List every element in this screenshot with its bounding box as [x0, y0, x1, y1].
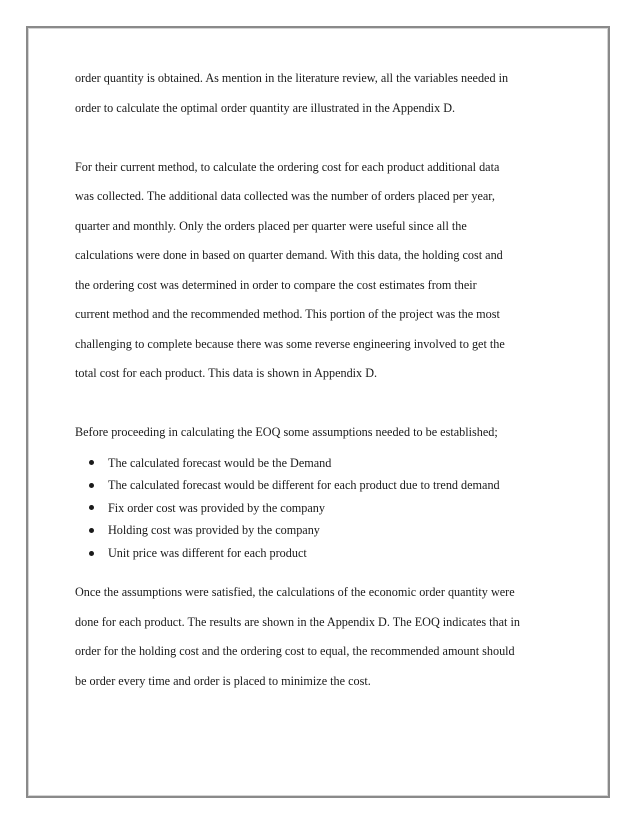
- list-item: [89, 519, 575, 542]
- text-line: order quantity is obtained. As mention in the literature review, all the variables needed in: [75, 71, 509, 85]
- paragraph-eoq-results: [75, 578, 575, 696]
- text-line: be order every time and order is placed to minimize the cost.: [75, 673, 371, 688]
- text-line: quarter and monthly. Only the orders placed per quarter were useful since all the: [75, 218, 467, 233]
- bullet-icon: [89, 505, 94, 510]
- text-line: done for each product. The results are shown in the Appendix D. The EOQ indicates that in: [75, 614, 520, 629]
- text-line: Before proceeding in calculating the EOQ some assumptions needed to be established;: [75, 425, 498, 439]
- list-item: [89, 452, 575, 475]
- text-line: total cost for each product. This data is shown in Appendix D.: [75, 366, 378, 380]
- list-item: [89, 497, 575, 520]
- text-line: current method and the recommended method. This portion of the project was the most: [75, 307, 500, 321]
- text-line: order for the holding cost and the ordering cost to equal, the recommended amount should: [75, 644, 515, 659]
- list-item-text: The calculated forecast would be the Demand: [108, 455, 332, 470]
- text-line: order to calculate the optimal order quantity are illustrated in the Appendix D.: [75, 100, 456, 115]
- paragraph-eoq-intro: [75, 64, 575, 123]
- bullet-icon: [89, 460, 94, 465]
- paragraph-assumptions-intro: [75, 418, 575, 448]
- paragraph-current-method: [75, 153, 575, 389]
- list-item: [89, 474, 575, 497]
- document-body: [75, 64, 575, 726]
- text-line: For their current method, to calculate the ordering cost for each product additional data: [75, 159, 500, 174]
- text-line: calculations were done in based on quarter demand. With this data, the holding cost and: [75, 248, 503, 262]
- bullet-icon: [89, 483, 94, 488]
- bullet-icon: [89, 551, 94, 556]
- bullet-icon: [89, 528, 94, 533]
- text-line: was collected. The additional data collected was the number of orders placed per year,: [75, 189, 495, 203]
- list-item: [89, 542, 575, 565]
- list-item-text: Unit price was different for each product: [108, 545, 307, 560]
- list-item-text: The calculated forecast would be different for each product due to trend demand: [108, 478, 500, 493]
- text-line: challenging to complete because there was some reverse engineering involved to get the: [75, 336, 505, 351]
- list-item-text: Holding cost was provided by the company: [108, 523, 320, 538]
- text-line: the ordering cost was determined in order to compare the cost estimates from their: [75, 277, 477, 292]
- list-item-text: Fix order cost was provided by the company: [108, 500, 325, 515]
- text-line: Once the assumptions were satisfied, the calculations of the economic order quantity were: [75, 585, 515, 600]
- assumptions-list: [89, 452, 575, 565]
